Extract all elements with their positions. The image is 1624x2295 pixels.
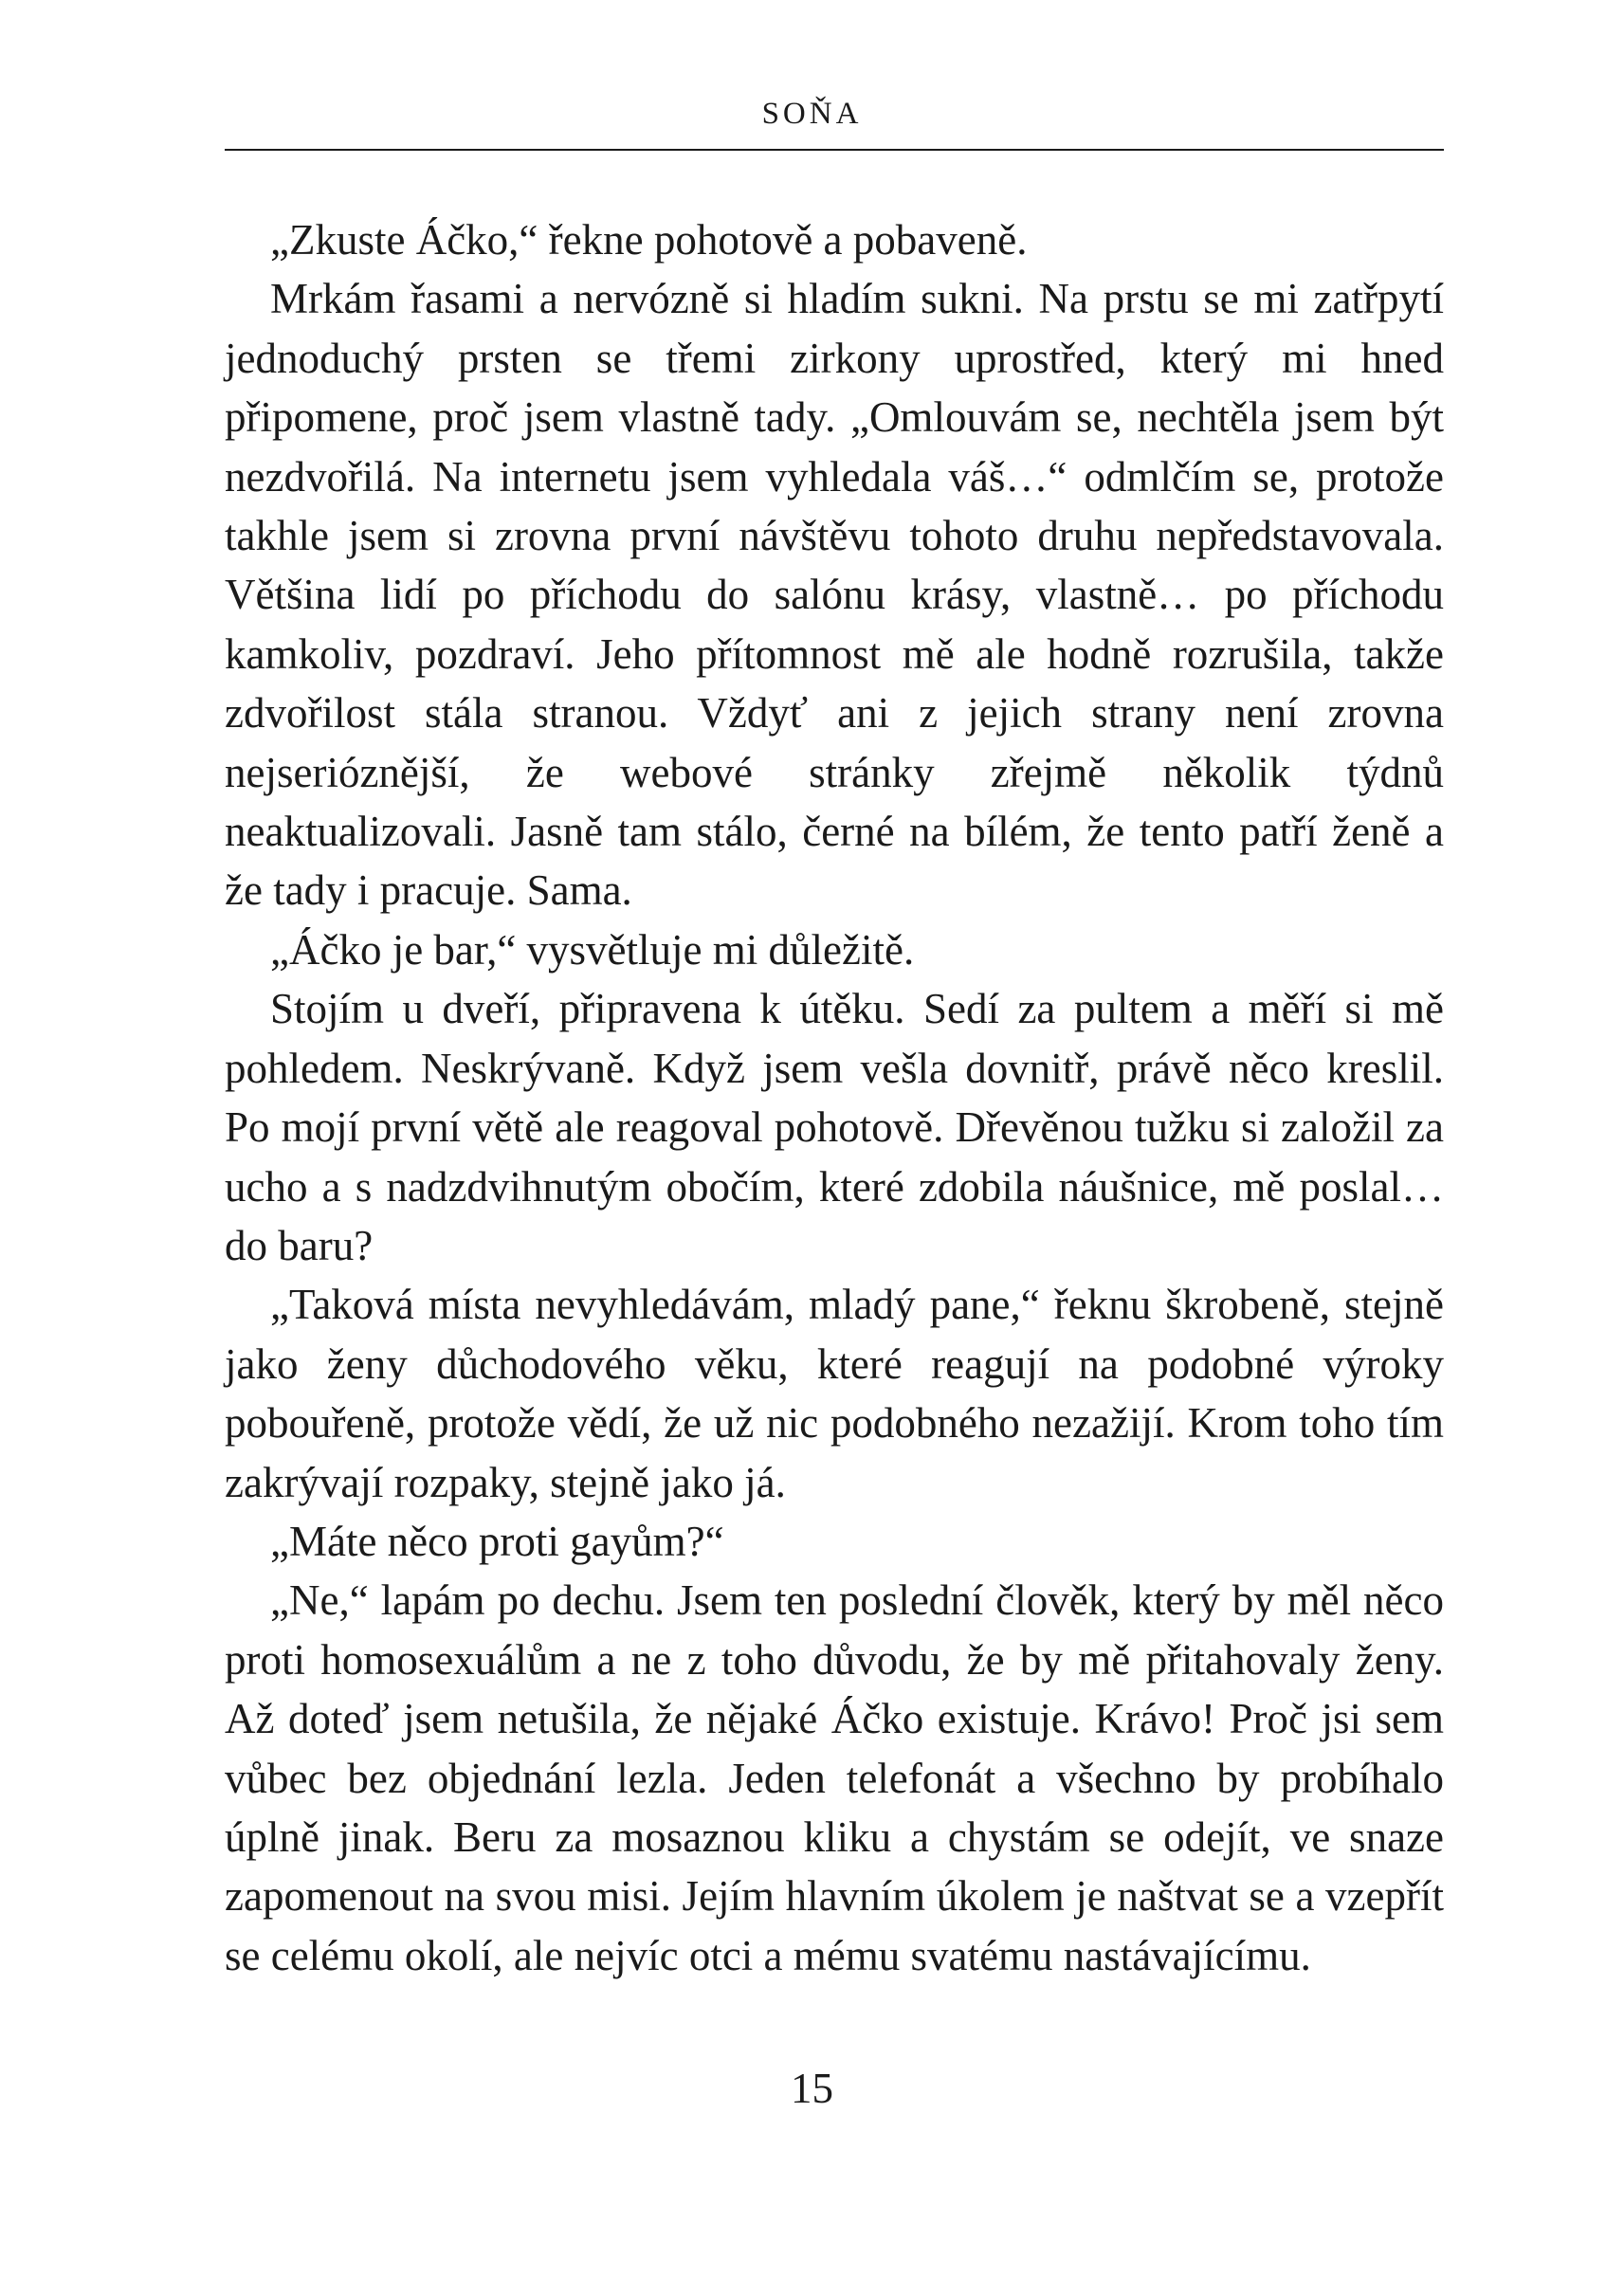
paragraph: „Ne,“ lapám po dechu. Jsem ten poslední člověk, který by měl něco proti homosexuálům a ne z toho důvodu, že by mě přitahovaly ženy. Až doteď jsem netušila, že nějaké Áčko existuje. Krávo! Proč jsi sem vůbec bez objednání lezla. Jeden telefonát a všechno by probíhalo úplně jinak. Beru za mosaznou kliku a chystám se odejít, ve snaze zapomenout na svou misi. Jejím hlavním úkolem je naštvat se a vzepřít se celému okolí, ale nejvíc otci a mému svatému nastávajícímu. (225, 1576, 1444, 1979)
paragraph: Mrkám řasami a nervózně si hladím sukni. Na prstu se mi zatřpytí jednoduchý prsten se třemi zirkony uprostřed, který mi hned připomene, proč jsem vlastně tady. „Omlouvám se, nechtěla jsem být nezdvořilá. Na internetu jsem vyhledala váš…“ odmlčím se, protože takhle jsem si zrovna první návštěvu tohoto druhu nepředstavovala. Většina lidí po příchodu do salónu krásy, vlastně… po příchodu kamkoliv, pozdraví. Jeho přítomnost mě ale hodně rozrušila, takže zdvořilost stála stranou. Vždyť ani z jejich strany není zrovna nejserióznější, že webové stránky zřejmě několik týdnů neaktualizovali. Jasně tam stálo, černé na bílém, že tento patří ženě a že tady i pracuje. Sama. (225, 275, 1444, 915)
body-text (225, 210, 1444, 1985)
paragraph: „Taková místa nevyhledávám, mladý pane,“ řeknu škrobeně, stejně jako ženy důchodového věku, které reagují na podobné výroky pobouřeně, protože vědí, že už nic podobného nezažijí. Krom toho tím zakrývají rozpaky, stejně jako já. (225, 1281, 1444, 1506)
page-number: 15 (791, 2065, 833, 2112)
running-head: SOŇA (761, 97, 863, 131)
paragraph: „Máte něco proti gayům?“ (270, 1517, 724, 1565)
paragraph: „Áčko je bar,“ vysvětluje mi důležitě. (270, 925, 915, 974)
paragraph: Stojím u dveří, připravena k útěku. Sedí za pultem a měří si mě pohledem. Neskrývaně. Když jsem vešla dovnitř, právě něco kreslil. Po mojí první větě ale reagoval pohotově. Dřevěnou tužku si založil za ucho a s nadzdvihnutým obočím, které zdobila náušnice, mě poslal… do baru? (225, 985, 1444, 1269)
paragraph: „Zkuste Áčko,“ řekne pohotově a pobaveně. (270, 216, 1028, 264)
header-rule (225, 149, 1444, 151)
